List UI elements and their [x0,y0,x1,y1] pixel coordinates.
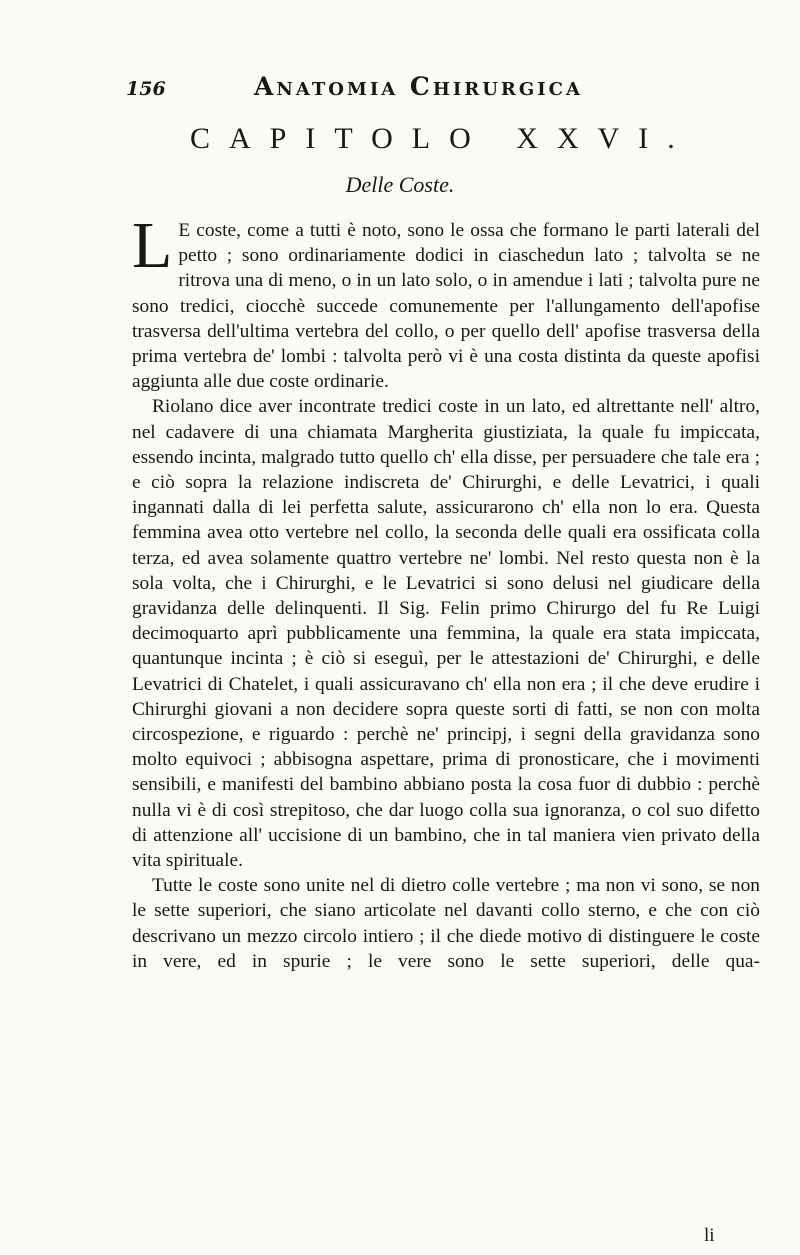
page-number: 156 [126,78,166,100]
running-title: Anatomia Chirurgica [254,72,583,101]
section-title: Delle Coste. [345,172,455,197]
drop-cap: L [132,209,173,282]
paragraph-1-text: E coste, come a tutti è noto, sono le ossa che formano le parti laterali del petto ; sono ordinariamente dodici in ciaschedun lato ; talvolta se ne ritrova una di meno, o in un lato solo, o in amendue i lati ; talvolta pure ne sono tredici, ciocchè succede comunemente per l'allungamento dell'apofise trasversa dell'ultima vertebra del collo, o per quello dell' apofise trasversa della prima vertebra de' lombi : talvolta però vi è una costa distinta da queste apofisi aggiunta alle due coste ordinarie. [132,220,760,393]
paragraph-1 [132,209,760,394]
paragraph-2: Riolano dice aver incontrate tredici coste in un lato, ed altrettante nell' altro, nel cadavere di una chiamata Margherita giustiziata, la quale fu impiccata, essendo incinta, malgrado tutto quello ch' ella disse, per persuadere che tale era ; e ciò sopra la relazione indiscreta de' Chirurghi, e delle Levatrici, i quali ingannati dalla di lei perfetta salute, assicurarono ch' ella non lo era. Questa femmina avea otto vertebre nel collo, la seconda delle quali era ossificata colla terza, ed avea solamente quattro vertebre ne' lombi. Nel resto questa non è la sola volta, che i Chirurghi, e le Levatrici si sono delusi nel giudicare della gravidanza delle delinquenti. Il Sig. Felin primo Chirurgo del fu Re Luigi decimoquarto aprì pubblicamente una femmina, la quale era stata impiccata, quantunque incinta ; è ciò si eseguì, per le attestazioni de' Chirurghi, e delle Levatrici di Chatelet, i quali assicuravano ch' ella non era ; il che deve erudire i Chirurghi giovani a non decidere sopra queste sorti di fatti, se non con molta circospezione, e riguardo : perchè ne' principj, i segni della gravidanza sono molto equivoci ; abbisogna aspettare, prima di pronosticare, che i movimenti sensibili, e manifesti del bambino abbiano posta la cosa fuor di dubbio : perchè nulla vi è di così strepitoso, che dar luogo colla sua ignoranza, o col suo difetto di attenzione all' uccisione di un bambino, che in tal maniera vien privato della vita spirituale. [132,396,760,872]
chapter-heading: CAPITOLO XXVI. [190,122,694,155]
paragraph-3: Tutte le coste sono unite nel di dietro colle vertebre ; ma non vi sono, se non le sette superiori, che siano articolate nel davanti collo sterno, e che con ciò descrivano un mezzo circolo intiero ; il che diede motivo di distinguere le coste in vere, ed in spurie ; le vere sono le sette superiori, delle qua- [132,875,760,972]
catchword: li [704,1225,715,1246]
body-text [132,209,760,974]
running-head [126,72,756,106]
